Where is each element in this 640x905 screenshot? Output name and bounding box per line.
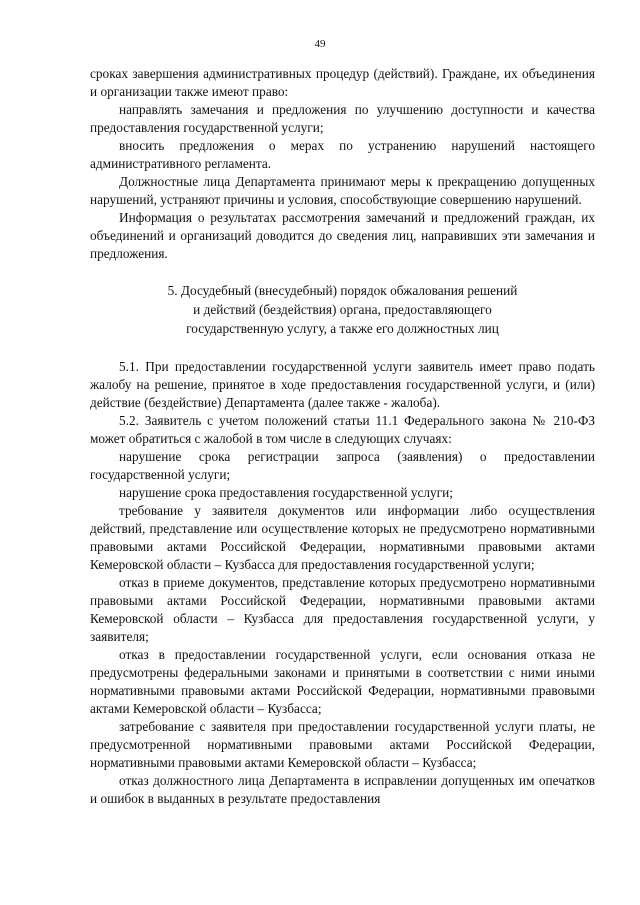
paragraph: Информация о результатах рассмотрения замечаний и предложений граждан, их объединений и организаций доводится до сведения лиц, направивших эти замечания и предложения.: [90, 210, 595, 261]
list-item: требование у заявителя документов или информации либо осуществления действий, представление или осуществление которых не предусмотрено нормативными правовыми актами Российской Федерации, нормативными правовыми актами Кемеровской области – Кузбасса для предоставления государственной услуги;: [90, 503, 595, 572]
paragraph: направлять замечания и предложения по улучшению доступности и качества предоставления государственной услуги;: [90, 102, 595, 135]
list-item: отказ должностного лица Департамента в исправлении допущенных им опечатков и ошибок в выданных в результате предоставления: [90, 773, 595, 806]
paragraph: 5.2. Заявитель с учетом положений статьи 11.1 Федерального закона № 210-ФЗ может обратиться с жалобой в том числе в следующих случаях:: [90, 413, 595, 446]
list-item: нарушение срока предоставления государственной услуги;: [119, 485, 453, 500]
paragraph: Должностные лица Департамента принимают меры к прекращению допущенных нарушений, устраняют причины и условия, способствующие совершению нарушений.: [90, 174, 595, 207]
paragraph-continuation: сроках завершения административных процедур (действий). Граждане, их объединения и организации также имеют право:: [90, 66, 595, 99]
section-heading-line: государственную услугу, а также его должностных лиц: [186, 321, 499, 336]
list-item: затребование с заявителя при предоставлении государственной услуги платы, не предусмотренной нормативными правовыми актами Российской Федерации, нормативными правовыми актами Кемеровской области – Кузбасса;: [90, 719, 595, 770]
page-number: 49: [314, 38, 326, 50]
list-item: нарушение срока регистрации запроса (заявления) о предоставлении государственной услуги;: [90, 449, 595, 482]
section-heading: [90, 281, 595, 338]
section-heading-line: и действий (бездействия) органа, предоставляющего: [193, 302, 492, 317]
list-item: отказ в предоставлении государственной услуги, если основания отказа не предусмотрены федеральными законами и принятыми в соответствии с ними иными нормативными правовыми актами Российской Федерации, нормативными правовыми актами Кемеровской области – Кузбасса;: [90, 647, 595, 716]
paragraph: вносить предложения о мерах по устранению нарушений настоящего административного регламента.: [90, 138, 595, 171]
list-item: отказ в приеме документов, представление которых предусмотрено нормативными правовыми актами Российской Федерации, нормативными правовыми актами Кемеровской области – Кузбасса для предоставления государственной услуги, у заявителя;: [90, 575, 595, 644]
document-body: [90, 65, 595, 808]
paragraph: 5.1. При предоставлении государственной услуги заявитель имеет право подать жалобу на решение, принятое в ходе предоставления государственной услуги, и (или) действие (бездействие) Департамента (далее также - жалоба).: [90, 359, 595, 410]
section-heading-line: 5. Досудебный (внесудебный) порядок обжалования решений: [167, 283, 518, 298]
